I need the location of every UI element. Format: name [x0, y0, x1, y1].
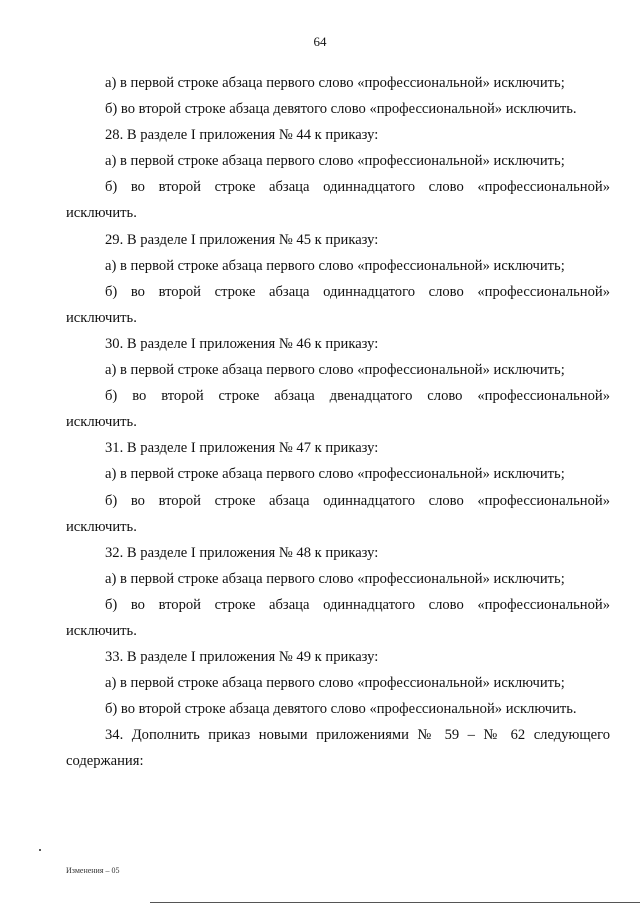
text-line: б) во второй строке абзаца одиннадцатого слово «профессиональной» — [105, 596, 610, 613]
text-line: а) в первой строке абзаца первого слово «профессиональной» исключить; — [105, 153, 565, 170]
text-line: б) во второй строке абзаца одиннадцатого слово «профессиональной» — [105, 283, 610, 300]
text-line: б) во второй строке абзаца одиннадцатого слово «профессиональной» — [105, 179, 610, 196]
text-line: а) в первой строке абзаца первого слово «профессиональной» исключить; — [105, 362, 565, 379]
text-line: исключить. — [66, 518, 137, 535]
text-line: б) во второй строке абзаца одиннадцатого слово «профессиональной» — [105, 492, 610, 509]
text-line: 33. В разделе I приложения № 49 к приказу: — [105, 649, 379, 666]
document-body — [66, 70, 610, 775]
text-line: а) в первой строке абзаца первого слово «профессиональной» исключить; — [105, 257, 565, 274]
text-line: исключить. — [66, 309, 137, 326]
text-line: б) во второй строке абзаца двенадцатого слово «профессиональной» — [105, 388, 610, 405]
text-line: 32. В разделе I приложения № 48 к приказу: — [105, 544, 379, 561]
text-line: а) в первой строке абзаца первого слово «профессиональной» исключить; — [105, 466, 565, 483]
text-line: а) в первой строке абзаца первого слово «профессиональной» исключить; — [105, 570, 565, 587]
text-line: содержания: — [66, 753, 144, 770]
text-line: а) в первой строке абзаца первого слово «профессиональной» исключить; — [105, 675, 565, 692]
text-line: а) в первой строке абзаца первого слово «профессиональной» исключить; — [105, 75, 565, 91]
scan-speck — [39, 849, 41, 851]
text-line: 28. В разделе I приложения № 44 к приказу: — [105, 127, 379, 144]
text-line: 29. В разделе I приложения № 45 к приказу: — [105, 231, 379, 248]
text-line: исключить. — [66, 622, 137, 639]
text-line: исключить. — [66, 414, 137, 431]
text-line: 30. В разделе I приложения № 46 к приказу: — [105, 335, 379, 352]
scan-bottom-edge — [150, 902, 640, 903]
footer-revision-label: Изменения – 05 — [66, 866, 120, 875]
text-line: 34. Дополнить приказ новыми приложениями № 59 – № 62 следующего — [105, 727, 610, 744]
text-line: б) во второй строке абзаца девятого слово «профессиональной» исключить. — [105, 701, 577, 718]
page-number: 64 — [313, 34, 327, 49]
text-line: б) во второй строке абзаца девятого слово «профессиональной» исключить. — [105, 101, 577, 118]
text-line: исключить. — [66, 205, 137, 222]
text-line: 31. В разделе I приложения № 47 к приказу: — [105, 440, 379, 457]
